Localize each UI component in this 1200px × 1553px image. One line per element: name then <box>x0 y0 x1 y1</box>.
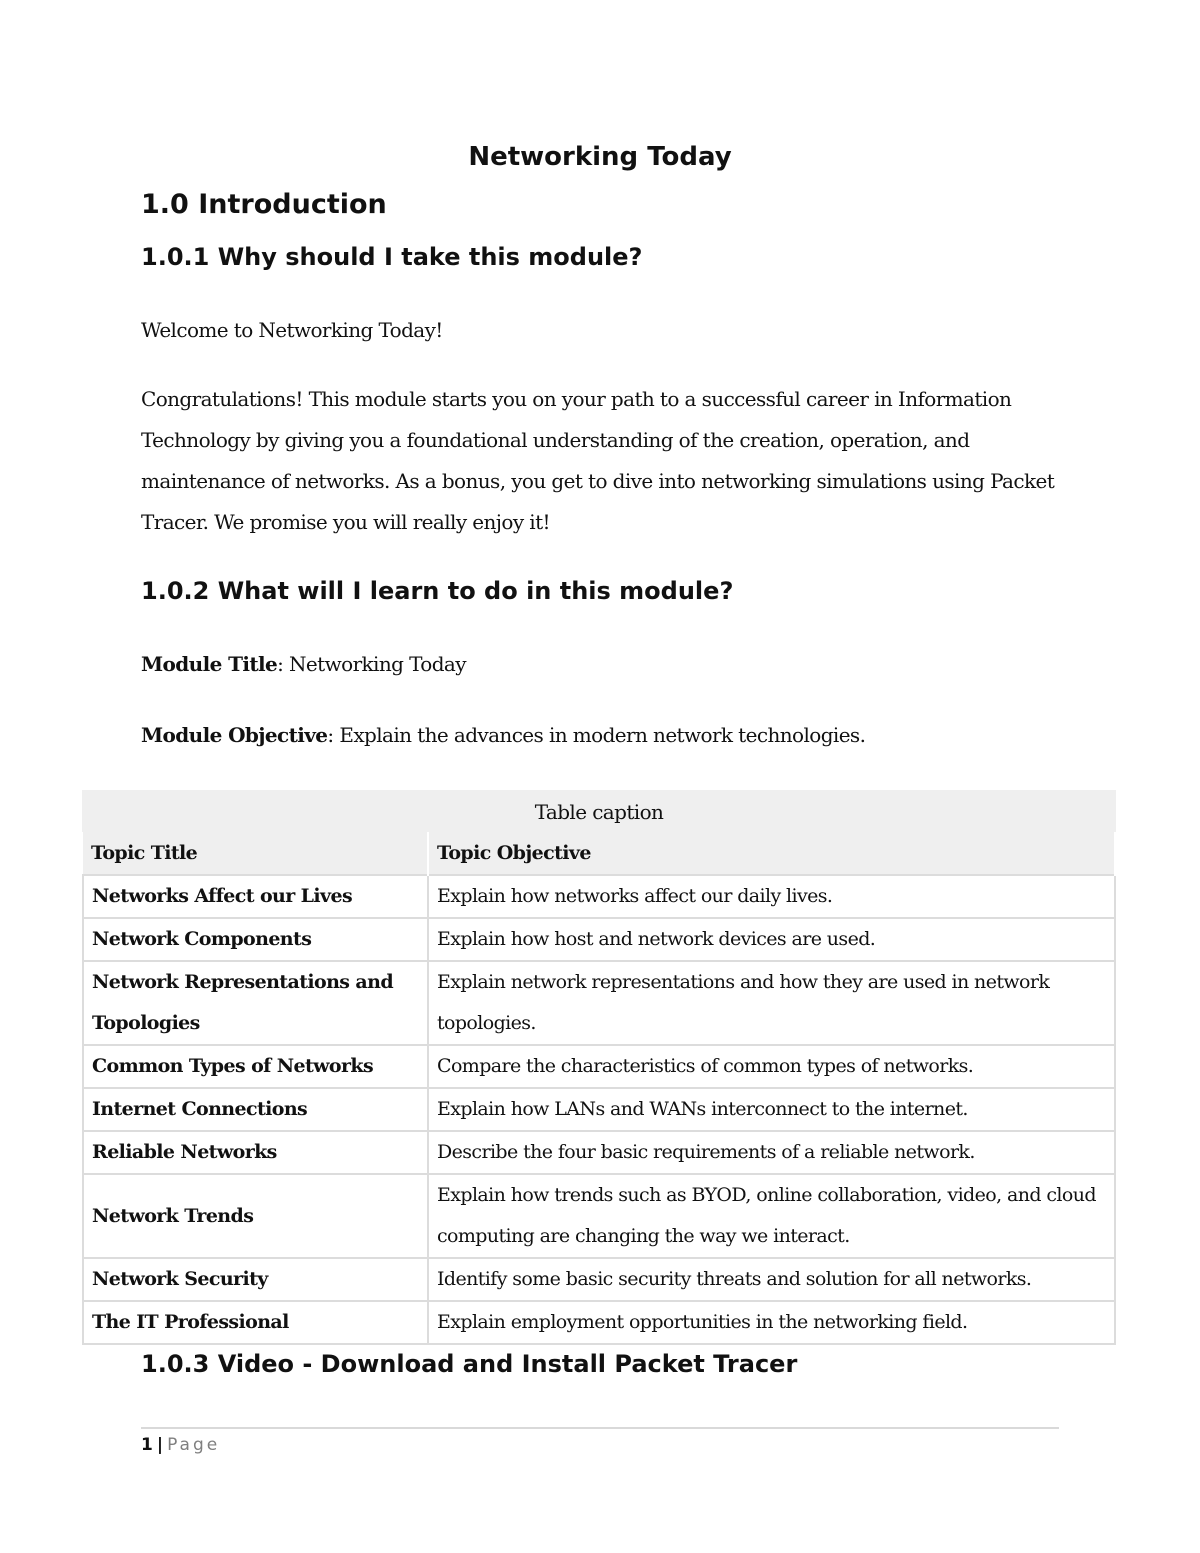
topic-objective-cell: Explain how LANs and WANs interconnect to the internet. <box>428 1088 1115 1131</box>
topic-objective-cell: Explain how networks affect our daily lives. <box>428 875 1115 918</box>
topic-objective-cell: Explain how trends such as BYOD, online collaboration, video, and cloud computing are changing the way we interact. <box>428 1174 1115 1258</box>
document-title: Networking Today <box>468 142 732 172</box>
module-objective-line <box>141 715 1061 756</box>
module-objective-value: : Explain the advances in modern network technologies. <box>327 723 866 747</box>
topic-title-cell: Network Representations and Topologies <box>83 961 428 1045</box>
topic-title-cell: Network Components <box>83 918 428 961</box>
module-title-label: Module Title <box>141 652 278 676</box>
heading-introduction: 1.0 Introduction <box>141 189 387 220</box>
header-topic-objective: Topic Objective <box>428 832 1115 875</box>
topics-table <box>82 790 1116 1345</box>
module-title-line <box>141 644 1061 685</box>
page-footer <box>141 1434 220 1456</box>
footer-divider <box>141 1427 1059 1429</box>
intro-paragraph: Congratulations! This module starts you on your path to a successful career in Information Technology by giving you a foundational understanding of the creation, operation, and maintenance of networks. As a bonus, you get to dive into networking simulations using Packet Tracer. We promise you will really enjoy it! <box>141 387 1055 534</box>
module-title-value: : Networking Today <box>277 652 466 676</box>
topic-title-cell: Networks Affect our Lives <box>83 875 428 918</box>
table-row <box>83 1258 1115 1301</box>
table-row <box>83 1301 1115 1344</box>
table-row <box>83 918 1115 961</box>
topic-title-cell: Network Trends <box>83 1174 428 1258</box>
topic-title-cell: Common Types of Networks <box>83 1045 428 1088</box>
heading-why-take-module: 1.0.1 Why should I take this module? <box>141 243 643 271</box>
heading-what-will-i-learn: 1.0.2 What will I learn to do in this module? <box>141 577 734 605</box>
welcome-paragraph: Welcome to Networking Today! <box>141 318 443 342</box>
table-header-row <box>83 832 1115 875</box>
table-row <box>83 1045 1115 1088</box>
table-row <box>83 1174 1115 1258</box>
footer-separator: | <box>156 1435 164 1455</box>
table-row <box>83 1088 1115 1131</box>
table-row <box>83 1131 1115 1174</box>
table-row <box>83 875 1115 918</box>
heading-video-packet-tracer: 1.0.3 Video - Download and Install Packet Tracer <box>141 1350 798 1378</box>
topic-objective-cell: Compare the characteristics of common types of networks. <box>428 1045 1115 1088</box>
topic-title-cell: The IT Professional <box>83 1301 428 1344</box>
table-caption: Table caption <box>82 790 1116 832</box>
topic-objective-cell: Explain network representations and how they are used in network topologies. <box>428 961 1115 1045</box>
module-objective-label: Module Objective <box>141 723 328 747</box>
topic-objective-cell: Describe the four basic requirements of a reliable network. <box>428 1131 1115 1174</box>
topic-title-cell: Reliable Networks <box>83 1131 428 1174</box>
topic-title-cell: Internet Connections <box>83 1088 428 1131</box>
topic-title-cell: Network Security <box>83 1258 428 1301</box>
topic-objective-cell: Explain employment opportunities in the networking field. <box>428 1301 1115 1344</box>
header-topic-title: Topic Title <box>83 832 428 875</box>
page-number: 1 <box>141 1435 153 1455</box>
table-row <box>83 961 1115 1045</box>
topic-objective-cell: Explain how host and network devices are used. <box>428 918 1115 961</box>
topic-objective-cell: Identify some basic security threats and solution for all networks. <box>428 1258 1115 1301</box>
topics-table-wrapper <box>82 790 1114 1345</box>
page-label: Page <box>167 1435 221 1455</box>
